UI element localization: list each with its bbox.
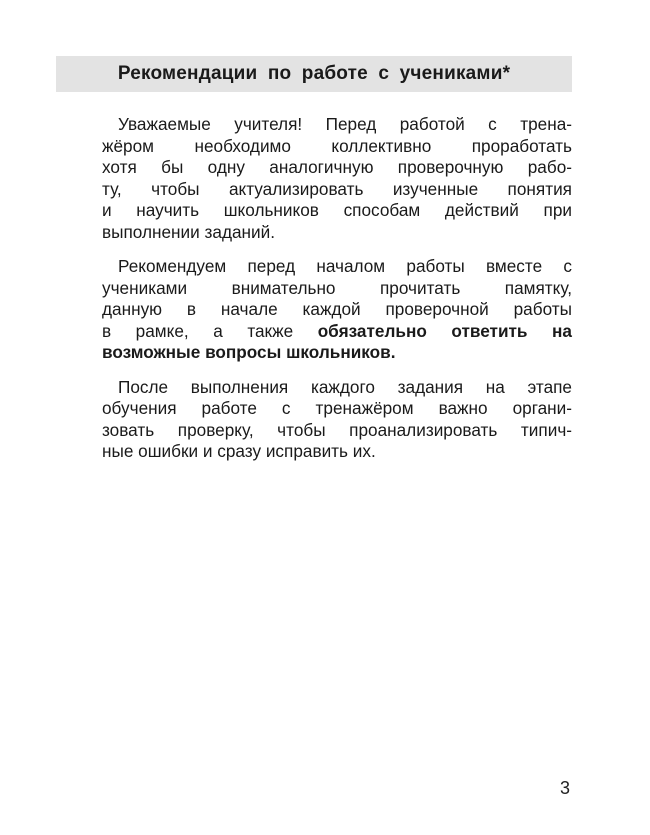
text-line: ные ошибки и сразу исправить их.: [102, 441, 376, 461]
body-text: [102, 114, 572, 476]
text-line: После выполнения каждого задания на этапе: [118, 376, 572, 397]
text-line: ту, чтобы актуализировать изученные понятия: [102, 178, 572, 199]
section-header: [56, 56, 572, 92]
paragraph-after-task: [102, 377, 572, 463]
page-number: 3: [560, 778, 571, 798]
text-line: жёром необходимо коллективно проработать: [102, 135, 572, 156]
text-line-mixed: [102, 321, 572, 343]
paragraph-recommendation: [102, 256, 572, 364]
text-line: данную в начале каждой проверочной работы: [102, 299, 572, 319]
text-line: и научить школьников способам действий при: [102, 200, 572, 220]
text-line: хотя бы одну аналогичную проверочную рабо-: [102, 157, 572, 177]
text-line: зовать проверку, чтобы проанализировать типич-: [102, 419, 572, 440]
section-title: Рекомендации по работе с учениками*: [117, 63, 511, 84]
text-line: выполнении заданий.: [102, 221, 276, 242]
paragraph-intro: [102, 114, 572, 243]
text-line: учениками внимательно прочитать памятку,: [102, 277, 572, 298]
text-line: обучения работе с тренажёром важно органи-: [102, 398, 572, 418]
text-line: Уважаемые учителя! Перед работой с трена-: [118, 114, 572, 134]
text-line: Рекомендуем перед началом работы вместе с: [118, 256, 572, 276]
text-normal: в рамке, а также: [102, 320, 318, 341]
text-emphasis-line: возможные вопросы школьников.: [102, 342, 396, 362]
text-emphasis: обязательно ответить на: [317, 320, 572, 341]
